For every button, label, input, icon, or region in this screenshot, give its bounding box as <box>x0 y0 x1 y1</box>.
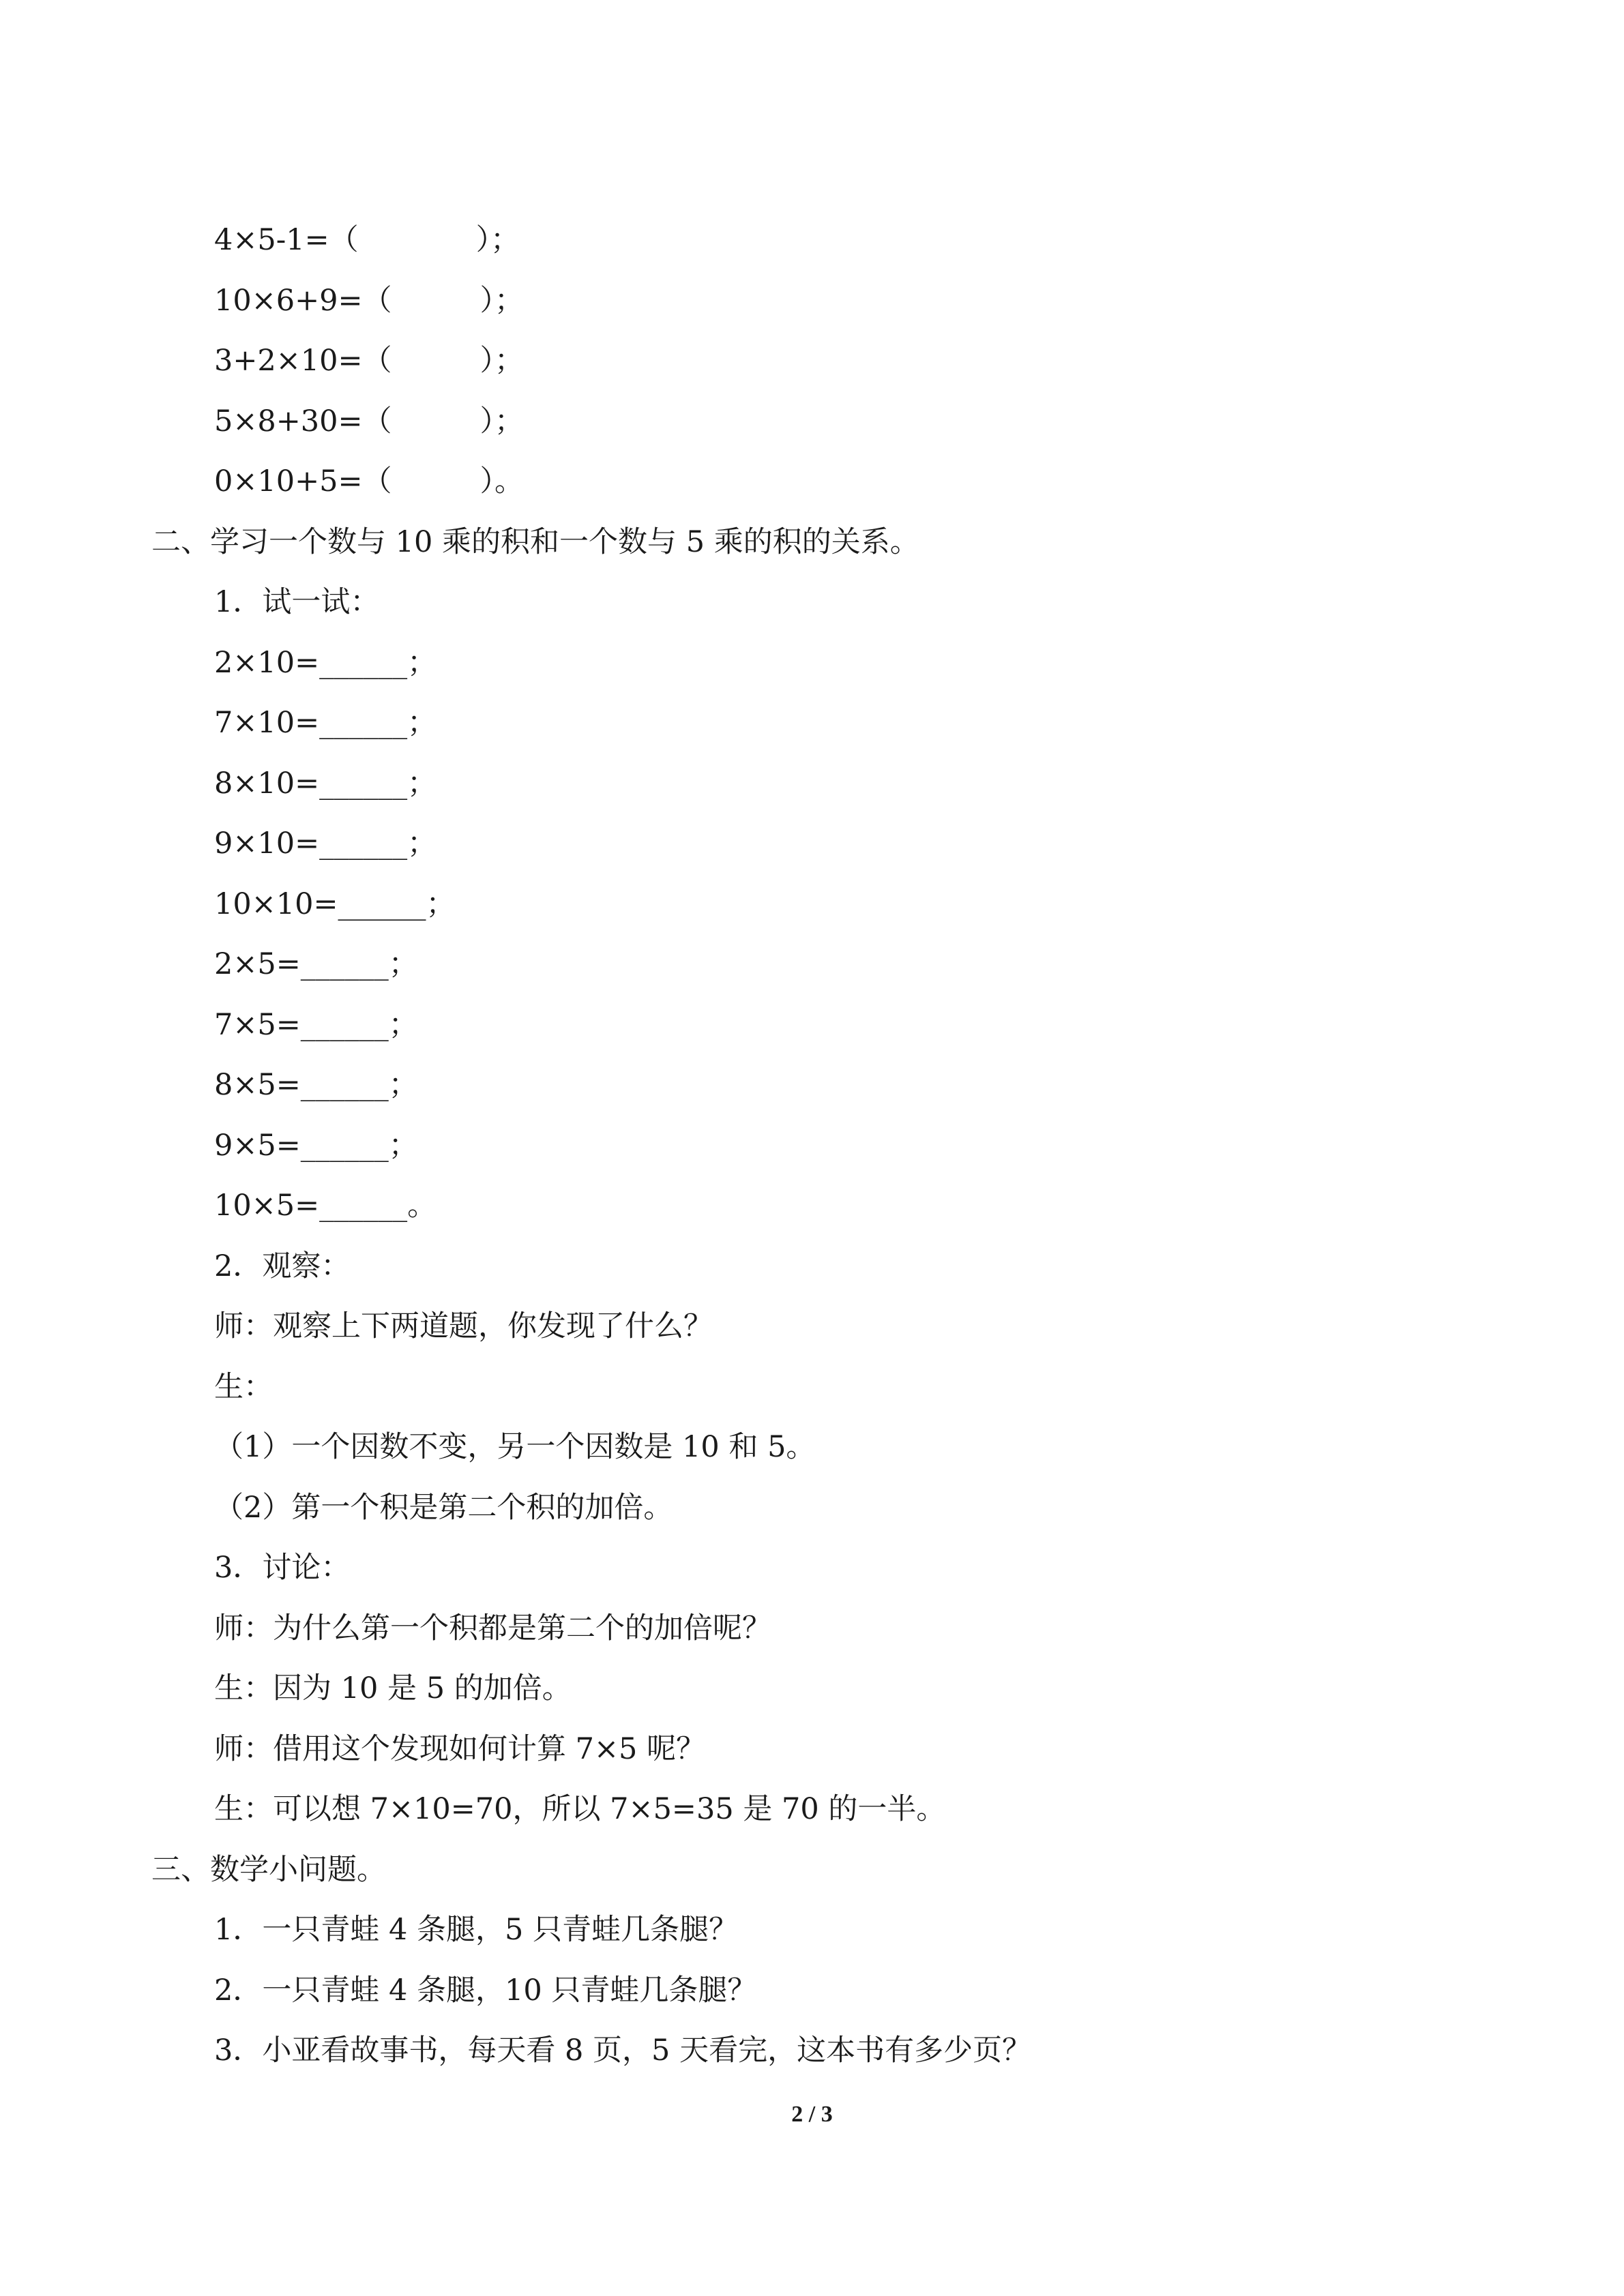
text-line: 1．试一试： <box>214 585 380 619</box>
text-line: 10×10=______； <box>214 886 456 921</box>
text-line: 7×10=______； <box>214 706 437 740</box>
text-line: 7×5=______； <box>214 1007 418 1042</box>
text-line: 5×8+30=（ ）； <box>214 404 525 438</box>
text-line: 2．观察： <box>214 1249 351 1283</box>
text-line: 9×5=______； <box>214 1128 418 1163</box>
text-line: 生：因为 10 是 5 的加倍。 <box>214 1671 572 1705</box>
text-line: （1）一个因数不变，另一个因数是 10 和 5。 <box>214 1430 816 1464</box>
section-heading: 二、学习一个数与 10 乘的积和一个数与 5 乘的积的关系。 <box>151 524 919 559</box>
page-number: 2 / 3 <box>791 2102 833 2127</box>
text-line: 生： <box>214 1369 273 1404</box>
section-heading: 三、数学小问题。 <box>151 1852 386 1887</box>
text-line: 0×10+5=（ ）。 <box>214 464 525 498</box>
text-line: 8×10=______； <box>214 766 437 801</box>
text-line: 师：观察上下两道题，你发现了什么？ <box>214 1309 713 1343</box>
text-line: 生：可以想 7×10=70，所以 7×5=35 是 70 的一半。 <box>214 1792 946 1826</box>
text-line: 师：借用这个发现如何计算 7×5 呢？ <box>214 1731 706 1766</box>
text-line: 2．一只青蛙 4 条腿，10 只青蛙几条腿？ <box>214 1973 757 2008</box>
text-line: 3．小亚看故事书，每天看 8 页，5 天看完，这本书有多少页？ <box>214 2033 1032 2068</box>
text-line: 10×6+9=（ ）； <box>214 283 525 318</box>
text-line: 9×10=______； <box>214 826 437 861</box>
document-body <box>0 210 1624 2081</box>
text-line: 2×10=______； <box>214 645 437 680</box>
text-line: 1．一只青蛙 4 条腿，5 只青蛙几条腿？ <box>214 1913 739 1947</box>
text-line: 3+2×10=（ ）； <box>214 344 525 378</box>
text-line: 10×5=______。 <box>214 1189 437 1223</box>
text-line: 师：为什么第一个积都是第二个的加倍呢？ <box>214 1611 771 1645</box>
text-line: 2×5=______； <box>214 947 418 981</box>
text-line: 4×5-1=（ ）； <box>214 223 520 257</box>
text-line: （2）第一个积是第二个积的加倍。 <box>214 1490 673 1525</box>
text-line: 3．讨论： <box>214 1551 351 1585</box>
text-line: 8×5=______； <box>214 1068 418 1102</box>
